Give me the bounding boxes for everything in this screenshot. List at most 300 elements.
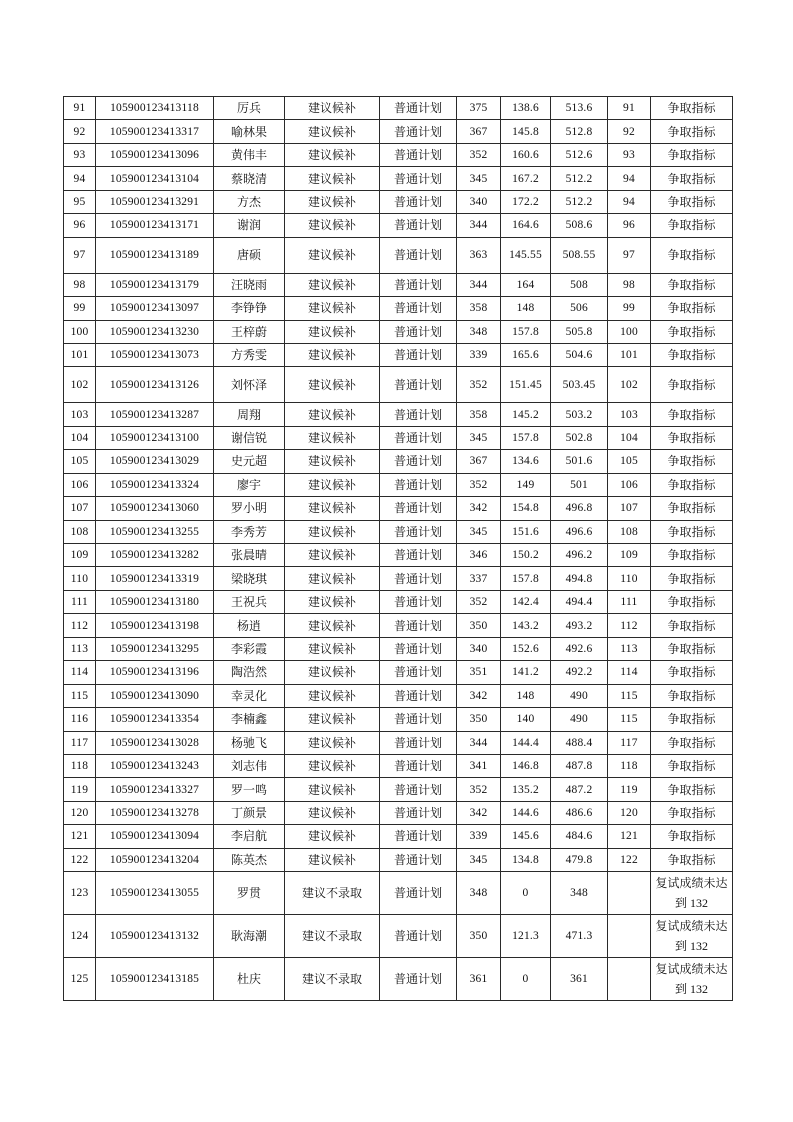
table-row (64, 343, 733, 366)
row-number-cell: 123 (64, 872, 96, 915)
candidate-id-cell: 105900123413282 (96, 544, 214, 567)
total-score-cell: 493.2 (551, 614, 608, 637)
admission-status-cell: 建议候补 (285, 297, 380, 320)
remark-cell: 争取指标 (651, 97, 733, 120)
plan-type-cell: 普通计划 (380, 708, 457, 731)
remark-cell: 争取指标 (651, 426, 733, 449)
table-row (64, 915, 733, 958)
row-number-cell: 124 (64, 915, 96, 958)
prelim-score-cell: 342 (457, 684, 501, 707)
total-score-cell: 496.8 (551, 497, 608, 520)
candidate-name-cell: 周翔 (214, 403, 285, 426)
table-row (64, 520, 733, 543)
admission-status-cell: 建议候补 (285, 450, 380, 473)
total-score-cell: 512.6 (551, 143, 608, 166)
retest-score-cell: 148 (501, 684, 551, 707)
table-row (64, 590, 733, 613)
prelim-score-cell: 348 (457, 872, 501, 915)
rank-cell: 96 (608, 214, 651, 237)
row-number-cell: 96 (64, 214, 96, 237)
candidate-id-cell: 105900123413204 (96, 848, 214, 871)
total-score-cell: 361 (551, 958, 608, 1001)
admission-status-cell: 建议候补 (285, 825, 380, 848)
retest-score-cell: 164 (501, 273, 551, 296)
plan-type-cell: 普通计划 (380, 403, 457, 426)
rank-cell: 107 (608, 497, 651, 520)
retest-score-cell: 151.45 (501, 367, 551, 403)
prelim-score-cell: 344 (457, 214, 501, 237)
rank-cell (608, 915, 651, 958)
total-score-cell: 512.2 (551, 190, 608, 213)
plan-type-cell: 普通计划 (380, 237, 457, 273)
candidate-name-cell: 谢信锐 (214, 426, 285, 449)
table-row (64, 801, 733, 824)
rank-cell: 113 (608, 637, 651, 660)
rank-cell: 94 (608, 167, 651, 190)
table-row (64, 167, 733, 190)
table-row (64, 367, 733, 403)
retest-score-cell: 172.2 (501, 190, 551, 213)
candidate-id-cell: 105900123413094 (96, 825, 214, 848)
plan-type-cell: 普通计划 (380, 637, 457, 660)
retest-score-cell: 157.8 (501, 567, 551, 590)
total-score-cell: 490 (551, 684, 608, 707)
candidate-id-cell: 105900123413198 (96, 614, 214, 637)
admission-status-cell: 建议候补 (285, 273, 380, 296)
candidate-id-cell: 105900123413132 (96, 915, 214, 958)
row-number-cell: 122 (64, 848, 96, 871)
admission-status-cell: 建议候补 (285, 473, 380, 496)
candidate-id-cell: 105900123413126 (96, 367, 214, 403)
admission-status-cell: 建议候补 (285, 801, 380, 824)
plan-type-cell: 普通计划 (380, 497, 457, 520)
prelim-score-cell: 352 (457, 590, 501, 613)
candidate-id-cell: 105900123413189 (96, 237, 214, 273)
row-number-cell: 93 (64, 143, 96, 166)
candidate-name-cell: 方杰 (214, 190, 285, 213)
retest-score-cell: 144.4 (501, 731, 551, 754)
admission-status-cell: 建议候补 (285, 708, 380, 731)
rank-cell: 99 (608, 297, 651, 320)
candidate-name-cell: 丁颜景 (214, 801, 285, 824)
rank-cell: 114 (608, 661, 651, 684)
row-number-cell: 111 (64, 590, 96, 613)
remark-cell: 争取指标 (651, 544, 733, 567)
admission-status-cell: 建议候补 (285, 214, 380, 237)
row-number-cell: 125 (64, 958, 96, 1001)
candidate-name-cell: 李楠鑫 (214, 708, 285, 731)
plan-type-cell: 普通计划 (380, 97, 457, 120)
prelim-score-cell: 344 (457, 731, 501, 754)
candidate-name-cell: 李秀芳 (214, 520, 285, 543)
table-row (64, 97, 733, 120)
total-score-cell: 503.2 (551, 403, 608, 426)
admission-status-cell: 建议候补 (285, 848, 380, 871)
row-number-cell: 110 (64, 567, 96, 590)
remark-cell: 争取指标 (651, 661, 733, 684)
candidate-id-cell: 105900123413278 (96, 801, 214, 824)
plan-type-cell: 普通计划 (380, 872, 457, 915)
prelim-score-cell: 344 (457, 273, 501, 296)
row-number-cell: 118 (64, 754, 96, 777)
row-number-cell: 113 (64, 637, 96, 660)
candidate-id-cell: 105900123413028 (96, 731, 214, 754)
prelim-score-cell: 340 (457, 637, 501, 660)
prelim-score-cell: 352 (457, 778, 501, 801)
row-number-cell: 102 (64, 367, 96, 403)
row-number-cell: 92 (64, 120, 96, 143)
candidate-name-cell: 汪晓雨 (214, 273, 285, 296)
candidate-id-cell: 105900123413255 (96, 520, 214, 543)
plan-type-cell: 普通计划 (380, 426, 457, 449)
total-score-cell: 492.6 (551, 637, 608, 660)
row-number-cell: 107 (64, 497, 96, 520)
rank-cell: 91 (608, 97, 651, 120)
prelim-score-cell: 345 (457, 520, 501, 543)
table-row (64, 872, 733, 915)
retest-score-cell: 145.6 (501, 825, 551, 848)
candidate-name-cell: 罗小明 (214, 497, 285, 520)
plan-type-cell: 普通计划 (380, 915, 457, 958)
retest-score-cell: 150.2 (501, 544, 551, 567)
prelim-score-cell: 350 (457, 614, 501, 637)
table-row (64, 297, 733, 320)
candidate-name-cell: 陈英杰 (214, 848, 285, 871)
remark-cell: 争取指标 (651, 497, 733, 520)
remark-cell: 争取指标 (651, 167, 733, 190)
remark-cell: 争取指标 (651, 120, 733, 143)
admission-status-cell: 建议不录取 (285, 872, 380, 915)
table-row (64, 825, 733, 848)
retest-score-cell: 143.2 (501, 614, 551, 637)
candidate-id-cell: 105900123413096 (96, 143, 214, 166)
prelim-score-cell: 352 (457, 143, 501, 166)
plan-type-cell: 普通计划 (380, 801, 457, 824)
table-row (64, 684, 733, 707)
candidate-name-cell: 喻林果 (214, 120, 285, 143)
rank-cell: 110 (608, 567, 651, 590)
retest-score-cell: 121.3 (501, 915, 551, 958)
admission-status-cell: 建议候补 (285, 567, 380, 590)
total-score-cell: 502.8 (551, 426, 608, 449)
plan-type-cell: 普通计划 (380, 958, 457, 1001)
candidate-id-cell: 105900123413295 (96, 637, 214, 660)
total-score-cell: 508.6 (551, 214, 608, 237)
remark-cell: 争取指标 (651, 343, 733, 366)
retest-score-cell: 134.6 (501, 450, 551, 473)
prelim-score-cell: 341 (457, 754, 501, 777)
row-number-cell: 117 (64, 731, 96, 754)
plan-type-cell: 普通计划 (380, 731, 457, 754)
table-row (64, 567, 733, 590)
row-number-cell: 95 (64, 190, 96, 213)
plan-type-cell: 普通计划 (380, 520, 457, 543)
row-number-cell: 94 (64, 167, 96, 190)
retest-score-cell: 157.8 (501, 320, 551, 343)
plan-type-cell: 普通计划 (380, 544, 457, 567)
prelim-score-cell: 342 (457, 497, 501, 520)
remark-cell: 争取指标 (651, 367, 733, 403)
candidate-id-cell: 105900123413354 (96, 708, 214, 731)
row-number-cell: 104 (64, 426, 96, 449)
plan-type-cell: 普通计划 (380, 754, 457, 777)
candidate-name-cell: 蔡晓清 (214, 167, 285, 190)
rank-cell: 115 (608, 708, 651, 731)
row-number-cell: 116 (64, 708, 96, 731)
total-score-cell: 471.3 (551, 915, 608, 958)
rank-cell: 118 (608, 754, 651, 777)
candidate-id-cell: 105900123413100 (96, 426, 214, 449)
prelim-score-cell: 339 (457, 825, 501, 848)
candidate-name-cell: 谢润 (214, 214, 285, 237)
total-score-cell: 488.4 (551, 731, 608, 754)
prelim-score-cell: 358 (457, 403, 501, 426)
remark-cell: 争取指标 (651, 637, 733, 660)
row-number-cell: 108 (64, 520, 96, 543)
candidate-name-cell: 杨驰飞 (214, 731, 285, 754)
prelim-score-cell: 348 (457, 320, 501, 343)
retest-score-cell: 138.6 (501, 97, 551, 120)
table-row (64, 473, 733, 496)
remark-cell: 争取指标 (651, 614, 733, 637)
retest-score-cell: 145.2 (501, 403, 551, 426)
candidate-id-cell: 105900123413291 (96, 190, 214, 213)
row-number-cell: 120 (64, 801, 96, 824)
candidate-name-cell: 张晨晴 (214, 544, 285, 567)
remark-cell: 争取指标 (651, 214, 733, 237)
admission-status-cell: 建议候补 (285, 661, 380, 684)
remark-cell: 争取指标 (651, 684, 733, 707)
rank-cell: 92 (608, 120, 651, 143)
rank-cell: 98 (608, 273, 651, 296)
prelim-score-cell: 363 (457, 237, 501, 273)
remark-cell: 争取指标 (651, 403, 733, 426)
admission-status-cell: 建议候补 (285, 143, 380, 166)
plan-type-cell: 普通计划 (380, 143, 457, 166)
candidate-id-cell: 105900123413171 (96, 214, 214, 237)
rank-cell: 111 (608, 590, 651, 613)
plan-type-cell: 普通计划 (380, 214, 457, 237)
candidate-name-cell: 厉兵 (214, 97, 285, 120)
admission-status-cell: 建议候补 (285, 778, 380, 801)
candidate-name-cell: 刘志伟 (214, 754, 285, 777)
admission-status-cell: 建议候补 (285, 426, 380, 449)
candidate-name-cell: 方秀雯 (214, 343, 285, 366)
total-score-cell: 494.8 (551, 567, 608, 590)
row-number-cell: 112 (64, 614, 96, 637)
total-score-cell: 508.55 (551, 237, 608, 273)
total-score-cell: 496.2 (551, 544, 608, 567)
plan-type-cell: 普通计划 (380, 825, 457, 848)
total-score-cell: 505.8 (551, 320, 608, 343)
candidate-name-cell: 王梓蔚 (214, 320, 285, 343)
rank-cell: 121 (608, 825, 651, 848)
candidate-id-cell: 105900123413327 (96, 778, 214, 801)
retest-score-cell: 140 (501, 708, 551, 731)
table-row (64, 637, 733, 660)
prelim-score-cell: 345 (457, 167, 501, 190)
prelim-score-cell: 358 (457, 297, 501, 320)
row-number-cell: 106 (64, 473, 96, 496)
candidate-name-cell: 唐硕 (214, 237, 285, 273)
candidate-id-cell: 105900123413029 (96, 450, 214, 473)
total-score-cell: 504.6 (551, 343, 608, 366)
remark-cell: 争取指标 (651, 825, 733, 848)
prelim-score-cell: 350 (457, 915, 501, 958)
plan-type-cell: 普通计划 (380, 567, 457, 590)
table-row (64, 143, 733, 166)
plan-type-cell: 普通计划 (380, 473, 457, 496)
retest-score-cell: 167.2 (501, 167, 551, 190)
total-score-cell: 506 (551, 297, 608, 320)
admission-status-cell: 建议候补 (285, 97, 380, 120)
rank-cell: 97 (608, 237, 651, 273)
table-row (64, 190, 733, 213)
table-row (64, 120, 733, 143)
prelim-score-cell: 345 (457, 848, 501, 871)
plan-type-cell: 普通计划 (380, 450, 457, 473)
rank-cell: 115 (608, 684, 651, 707)
rank-cell: 104 (608, 426, 651, 449)
table-row (64, 958, 733, 1001)
retest-score-cell: 135.2 (501, 778, 551, 801)
remark-cell: 复试成绩未达到 132 (651, 872, 733, 915)
table-row (64, 450, 733, 473)
prelim-score-cell: 375 (457, 97, 501, 120)
plan-type-cell: 普通计划 (380, 684, 457, 707)
admission-status-cell: 建议候补 (285, 520, 380, 543)
remark-cell: 争取指标 (651, 731, 733, 754)
plan-type-cell: 普通计划 (380, 343, 457, 366)
remark-cell: 争取指标 (651, 708, 733, 731)
prelim-score-cell: 367 (457, 120, 501, 143)
remark-cell: 争取指标 (651, 590, 733, 613)
remark-cell: 争取指标 (651, 450, 733, 473)
admission-status-cell: 建议候补 (285, 167, 380, 190)
prelim-score-cell: 337 (457, 567, 501, 590)
row-number-cell: 91 (64, 97, 96, 120)
total-score-cell: 494.4 (551, 590, 608, 613)
total-score-cell: 487.8 (551, 754, 608, 777)
row-number-cell: 101 (64, 343, 96, 366)
table-row (64, 544, 733, 567)
admission-status-cell: 建议候补 (285, 754, 380, 777)
remark-cell: 争取指标 (651, 520, 733, 543)
plan-type-cell: 普通计划 (380, 297, 457, 320)
row-number-cell: 119 (64, 778, 96, 801)
row-number-cell: 114 (64, 661, 96, 684)
candidate-id-cell: 105900123413118 (96, 97, 214, 120)
table-row (64, 426, 733, 449)
admission-status-cell: 建议候补 (285, 367, 380, 403)
rank-cell: 94 (608, 190, 651, 213)
admission-status-cell: 建议候补 (285, 731, 380, 754)
table-row (64, 497, 733, 520)
admission-status-cell: 建议候补 (285, 320, 380, 343)
row-number-cell: 105 (64, 450, 96, 473)
plan-type-cell: 普通计划 (380, 120, 457, 143)
prelim-score-cell: 351 (457, 661, 501, 684)
remark-cell: 争取指标 (651, 754, 733, 777)
remark-cell: 争取指标 (651, 567, 733, 590)
plan-type-cell: 普通计划 (380, 190, 457, 213)
prelim-score-cell: 345 (457, 426, 501, 449)
admission-status-cell: 建议候补 (285, 614, 380, 637)
retest-score-cell: 148 (501, 297, 551, 320)
row-number-cell: 109 (64, 544, 96, 567)
rank-cell: 120 (608, 801, 651, 824)
table-row (64, 614, 733, 637)
candidate-id-cell: 105900123413097 (96, 297, 214, 320)
row-number-cell: 121 (64, 825, 96, 848)
table-row (64, 661, 733, 684)
prelim-score-cell: 361 (457, 958, 501, 1001)
total-score-cell: 508 (551, 273, 608, 296)
retest-score-cell: 145.8 (501, 120, 551, 143)
total-score-cell: 348 (551, 872, 608, 915)
remark-cell: 争取指标 (651, 320, 733, 343)
admission-status-cell: 建议候补 (285, 637, 380, 660)
admission-status-cell: 建议候补 (285, 684, 380, 707)
candidate-id-cell: 105900123413180 (96, 590, 214, 613)
admission-results-table (63, 96, 733, 1001)
admission-status-cell: 建议候补 (285, 237, 380, 273)
retest-score-cell: 157.8 (501, 426, 551, 449)
total-score-cell: 486.6 (551, 801, 608, 824)
table-body (64, 97, 733, 1001)
rank-cell (608, 958, 651, 1001)
candidate-name-cell: 王祝兵 (214, 590, 285, 613)
plan-type-cell: 普通计划 (380, 320, 457, 343)
rank-cell: 100 (608, 320, 651, 343)
rank-cell: 106 (608, 473, 651, 496)
candidate-id-cell: 105900123413073 (96, 343, 214, 366)
retest-score-cell: 160.6 (501, 143, 551, 166)
candidate-name-cell: 李铮铮 (214, 297, 285, 320)
total-score-cell: 490 (551, 708, 608, 731)
remark-cell: 复试成绩未达到 132 (651, 958, 733, 1001)
total-score-cell: 479.8 (551, 848, 608, 871)
candidate-id-cell: 105900123413317 (96, 120, 214, 143)
retest-score-cell: 141.2 (501, 661, 551, 684)
prelim-score-cell: 346 (457, 544, 501, 567)
table-row (64, 237, 733, 273)
table-row (64, 320, 733, 343)
plan-type-cell: 普通计划 (380, 367, 457, 403)
rank-cell: 109 (608, 544, 651, 567)
rank-cell: 117 (608, 731, 651, 754)
plan-type-cell: 普通计划 (380, 778, 457, 801)
candidate-id-cell: 105900123413055 (96, 872, 214, 915)
row-number-cell: 100 (64, 320, 96, 343)
retest-score-cell: 142.4 (501, 590, 551, 613)
table-row (64, 273, 733, 296)
admission-status-cell: 建议候补 (285, 190, 380, 213)
candidate-name-cell: 黄伟丰 (214, 143, 285, 166)
prelim-score-cell: 339 (457, 343, 501, 366)
candidate-name-cell: 杜庆 (214, 958, 285, 1001)
candidate-name-cell: 幸灵化 (214, 684, 285, 707)
candidate-id-cell: 105900123413324 (96, 473, 214, 496)
prelim-score-cell: 352 (457, 367, 501, 403)
candidate-name-cell: 刘怀泽 (214, 367, 285, 403)
candidate-name-cell: 陶浩然 (214, 661, 285, 684)
prelim-score-cell: 342 (457, 801, 501, 824)
candidate-id-cell: 105900123413196 (96, 661, 214, 684)
rank-cell (608, 872, 651, 915)
admission-status-cell: 建议候补 (285, 120, 380, 143)
remark-cell: 争取指标 (651, 778, 733, 801)
